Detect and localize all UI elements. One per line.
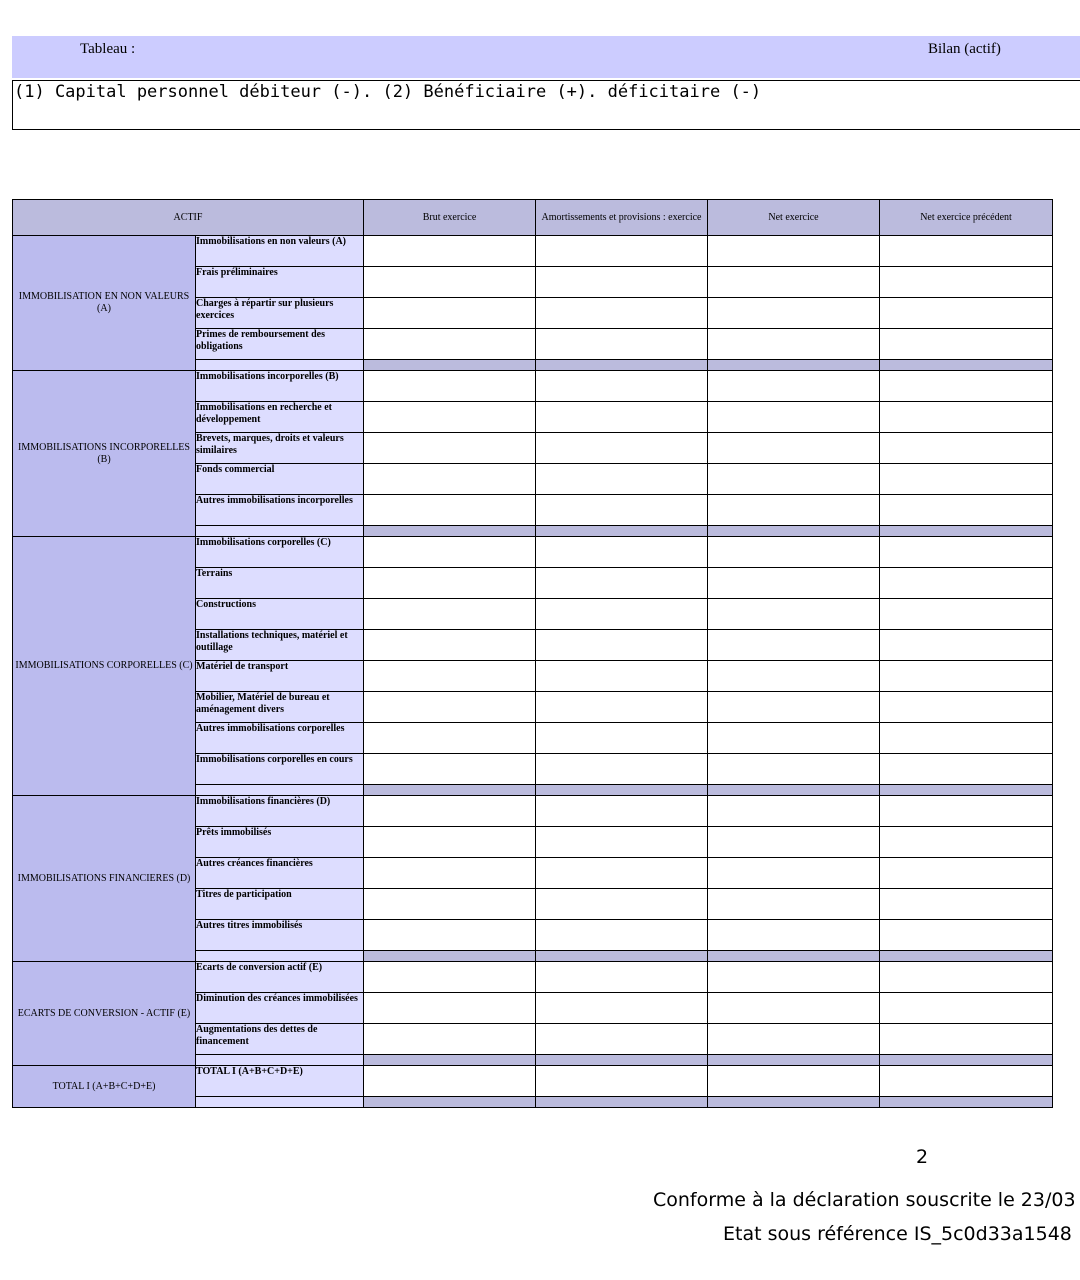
column-header-amortissements: Amortissements et provisions : exercice (536, 200, 708, 236)
table-row (13, 962, 1053, 993)
value-cell (708, 371, 880, 402)
spacer-cell (880, 785, 1053, 796)
spacer-label-cell (196, 951, 364, 962)
value-cell (708, 568, 880, 599)
value-cell (880, 661, 1053, 692)
value-cell (708, 1024, 880, 1055)
value-cell (708, 827, 880, 858)
table-row (13, 1066, 1053, 1097)
value-cell (880, 495, 1053, 526)
spacer-cell (708, 785, 880, 796)
note-box: (1) Capital personnel débiteur (-). (2) Bénéficiaire (+). déficitaire (-) (12, 80, 1080, 130)
footer-reference-line: Etat sous référence IS_5c0d33a1548 (723, 1223, 1072, 1245)
value-cell (708, 236, 880, 267)
spacer-cell (536, 360, 708, 371)
value-cell (708, 796, 880, 827)
section-label: IMMOBILISATIONS INCORPORELLES (B) (13, 371, 196, 537)
spacer-cell (536, 785, 708, 796)
value-cell (880, 329, 1053, 360)
value-cell (536, 962, 708, 993)
value-cell (880, 1066, 1053, 1097)
table-row (13, 537, 1053, 568)
value-cell (536, 920, 708, 951)
value-cell (880, 889, 1053, 920)
row-label: Immobilisations incorporelles (B) (196, 371, 364, 402)
row-label: Brevets, marques, droits et valeurs similaires (196, 433, 364, 464)
value-cell (536, 298, 708, 329)
value-cell (536, 329, 708, 360)
value-cell (364, 827, 536, 858)
header-bar (12, 36, 1080, 78)
value-cell (880, 298, 1053, 329)
value-cell (536, 723, 708, 754)
value-cell (364, 993, 536, 1024)
spacer-cell (536, 951, 708, 962)
section-label: ECARTS DE CONVERSION - ACTIF (E) (13, 962, 196, 1066)
value-cell (364, 329, 536, 360)
spacer-cell (364, 951, 536, 962)
row-label: Immobilisations corporelles (C) (196, 537, 364, 568)
spacer-label-cell (196, 360, 364, 371)
value-cell (364, 599, 536, 630)
spacer-cell (364, 1097, 536, 1108)
section-label: IMMOBILISATIONS CORPORELLES (C) (13, 537, 196, 796)
spacer-cell (708, 526, 880, 537)
value-cell (536, 889, 708, 920)
value-cell (536, 464, 708, 495)
value-cell (880, 796, 1053, 827)
spacer-label-cell (196, 526, 364, 537)
spacer-cell (880, 1055, 1053, 1066)
row-label: Autres créances financières (196, 858, 364, 889)
row-label: Constructions (196, 599, 364, 630)
spacer-cell (880, 951, 1053, 962)
spacer-cell (364, 785, 536, 796)
value-cell (708, 723, 880, 754)
value-cell (880, 630, 1053, 661)
row-label: Matériel de transport (196, 661, 364, 692)
section-label: TOTAL I (A+B+C+D+E) (13, 1066, 196, 1108)
value-cell (536, 599, 708, 630)
value-cell (536, 827, 708, 858)
row-label: Immobilisations en non valeurs (A) (196, 236, 364, 267)
spacer-cell (880, 360, 1053, 371)
value-cell (880, 267, 1053, 298)
table-row (13, 236, 1053, 267)
spacer-cell (364, 360, 536, 371)
value-cell (364, 267, 536, 298)
value-cell (708, 692, 880, 723)
row-label: Autres titres immobilisés (196, 920, 364, 951)
row-label: Frais préliminaires (196, 267, 364, 298)
table-body (13, 236, 1053, 1108)
value-cell (708, 267, 880, 298)
value-cell (708, 1066, 880, 1097)
value-cell (880, 464, 1053, 495)
value-cell (708, 889, 880, 920)
value-cell (536, 495, 708, 526)
value-cell (364, 723, 536, 754)
value-cell (708, 599, 880, 630)
value-cell (708, 661, 880, 692)
row-label: Prêts immobilisés (196, 827, 364, 858)
value-cell (536, 1024, 708, 1055)
page-number: 2 (916, 1146, 929, 1168)
value-cell (880, 1024, 1053, 1055)
table-row (13, 796, 1053, 827)
table-row (13, 371, 1053, 402)
value-cell (536, 402, 708, 433)
value-cell (880, 858, 1053, 889)
value-cell (536, 537, 708, 568)
row-label: Autres immobilisations incorporelles (196, 495, 364, 526)
header-title-right: Bilan (actif) (928, 41, 1001, 57)
value-cell (364, 568, 536, 599)
spacer-label-cell (196, 785, 364, 796)
row-label: Augmentations des dettes de financement (196, 1024, 364, 1055)
value-cell (708, 962, 880, 993)
value-cell (536, 754, 708, 785)
spacer-cell (708, 360, 880, 371)
column-header-net: Net exercice (708, 200, 880, 236)
value-cell (708, 858, 880, 889)
spacer-cell (708, 951, 880, 962)
value-cell (536, 568, 708, 599)
spacer-cell (880, 1097, 1053, 1108)
row-label: Charges à répartir sur plusieurs exercices (196, 298, 364, 329)
row-label: Fonds commercial (196, 464, 364, 495)
value-cell (708, 993, 880, 1024)
value-cell (880, 236, 1053, 267)
value-cell (708, 433, 880, 464)
value-cell (364, 464, 536, 495)
row-label: Installations techniques, matériel et outillage (196, 630, 364, 661)
value-cell (364, 1066, 536, 1097)
value-cell (708, 402, 880, 433)
spacer-cell (708, 1097, 880, 1108)
spacer-cell (880, 526, 1053, 537)
row-label: Primes de remboursement des obligations (196, 329, 364, 360)
value-cell (536, 661, 708, 692)
spacer-cell (364, 526, 536, 537)
value-cell (880, 993, 1053, 1024)
bilan-actif-table (12, 199, 1053, 1108)
row-label: Immobilisations en recherche et développement (196, 402, 364, 433)
value-cell (364, 1024, 536, 1055)
value-cell (708, 464, 880, 495)
value-cell (536, 796, 708, 827)
value-cell (364, 858, 536, 889)
value-cell (880, 371, 1053, 402)
spacer-cell (364, 1055, 536, 1066)
spacer-cell (536, 526, 708, 537)
value-cell (364, 962, 536, 993)
row-label: TOTAL I (A+B+C+D+E) (196, 1066, 364, 1097)
row-label: Mobilier, Matériel de bureau et aménagement divers (196, 692, 364, 723)
column-header-net-precedent: Net exercice précédent (880, 200, 1053, 236)
section-label: IMMOBILISATION EN NON VALEURS (A) (13, 236, 196, 371)
column-header-brut: Brut exercice (364, 200, 536, 236)
value-cell (880, 692, 1053, 723)
value-cell (536, 267, 708, 298)
value-cell (364, 537, 536, 568)
value-cell (880, 568, 1053, 599)
row-label: Immobilisations corporelles en cours (196, 754, 364, 785)
value-cell (364, 402, 536, 433)
section-label: IMMOBILISATIONS FINANCIERES (D) (13, 796, 196, 962)
value-cell (880, 723, 1053, 754)
value-cell (364, 796, 536, 827)
value-cell (880, 599, 1053, 630)
value-cell (536, 371, 708, 402)
value-cell (708, 537, 880, 568)
column-header-actif: ACTIF (13, 200, 364, 236)
footer-conformity-line: Conforme à la déclaration souscrite le 23/03 (653, 1189, 1076, 1211)
value-cell (708, 495, 880, 526)
value-cell (536, 433, 708, 464)
header-title-left: Tableau : (80, 41, 136, 57)
value-cell (880, 920, 1053, 951)
spacer-cell (536, 1097, 708, 1108)
value-cell (364, 920, 536, 951)
value-cell (708, 754, 880, 785)
value-cell (880, 962, 1053, 993)
value-cell (364, 236, 536, 267)
value-cell (880, 754, 1053, 785)
value-cell (364, 692, 536, 723)
value-cell (880, 433, 1053, 464)
value-cell (536, 692, 708, 723)
value-cell (536, 858, 708, 889)
table-header-row (13, 200, 1053, 236)
value-cell (364, 889, 536, 920)
value-cell (708, 329, 880, 360)
value-cell (364, 661, 536, 692)
value-cell (364, 433, 536, 464)
row-label: Terrains (196, 568, 364, 599)
spacer-cell (536, 1055, 708, 1066)
value-cell (364, 630, 536, 661)
spacer-label-cell (196, 1097, 364, 1108)
value-cell (536, 1066, 708, 1097)
value-cell (708, 920, 880, 951)
spacer-cell (708, 1055, 880, 1066)
row-label: Immobilisations financières (D) (196, 796, 364, 827)
value-cell (364, 298, 536, 329)
value-cell (536, 236, 708, 267)
value-cell (708, 630, 880, 661)
value-cell (536, 630, 708, 661)
row-label: Autres immobilisations corporelles (196, 723, 364, 754)
value-cell (880, 827, 1053, 858)
value-cell (880, 402, 1053, 433)
spacer-label-cell (196, 1055, 364, 1066)
row-label: Ecarts de conversion actif (E) (196, 962, 364, 993)
value-cell (364, 754, 536, 785)
value-cell (364, 495, 536, 526)
row-label: Titres de participation (196, 889, 364, 920)
value-cell (536, 993, 708, 1024)
row-label: Diminution des créances immobilisées (196, 993, 364, 1024)
value-cell (880, 537, 1053, 568)
value-cell (708, 298, 880, 329)
value-cell (364, 371, 536, 402)
